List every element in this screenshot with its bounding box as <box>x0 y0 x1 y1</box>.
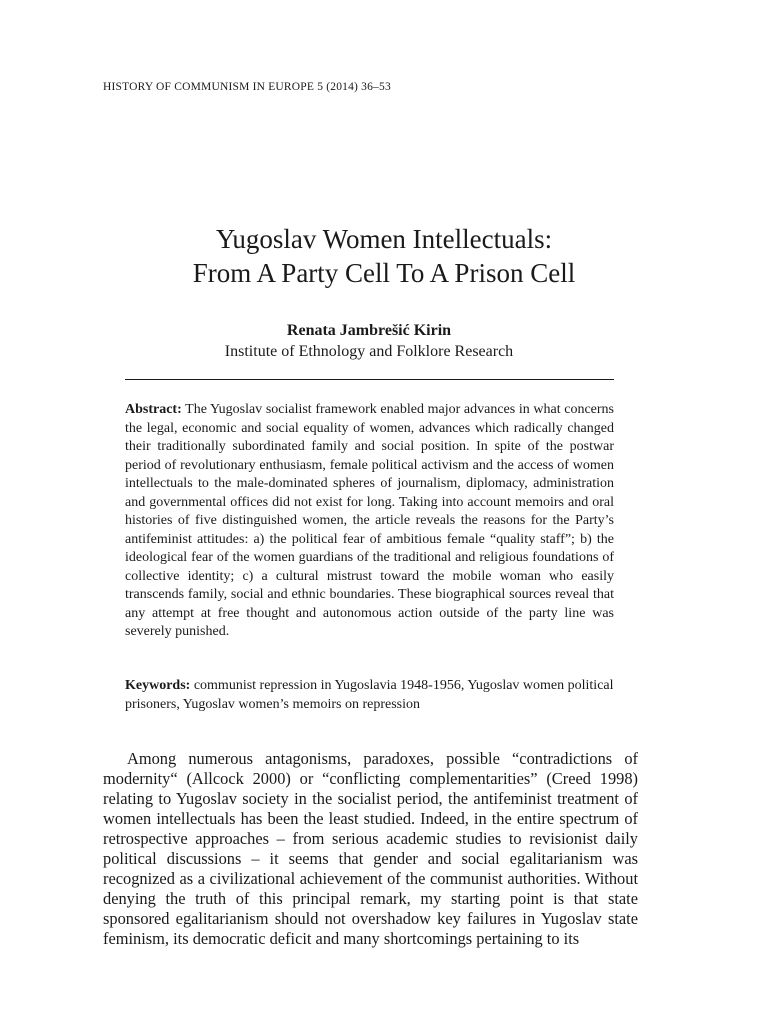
abstract-label: Abstract: <box>125 402 182 417</box>
body-paragraph: Among numerous antagonisms, paradoxes, possible “contradictions of modernity“ (Allcock 2000) or “conflicting complementarities” (Creed 1998) relating to Yugoslav society in the socialist period, the antifeminist treatment of women intellectuals has been the least studied. Indeed, in the entire spectrum of retrospective approaches – from serious academic studies to revisionist daily political discussions – it seems that gender and social egalitarianism was recognized as a civilizational achievement of the communist authorities. Without denying the truth of this principal remark, my starting point is that state sponsored egalitarianism should not overshadow key failures in Yugoslav state feminism, its democratic deficit and many shortcomings pertaining to its <box>103 749 638 948</box>
running-head: HISTORY OF COMMUNISM IN EUROPE 5 (2014) 36–53 <box>103 81 391 93</box>
author-name: Renata Jambrešić Kirin <box>286 322 452 339</box>
article-title-line-1: Yugoslav Women Intellectuals: <box>215 224 553 254</box>
divider-rule <box>125 379 614 380</box>
article-title <box>0 222 768 290</box>
abstract <box>125 401 614 642</box>
keywords-label: Keywords: <box>125 678 191 693</box>
author-affiliation: Institute of Ethnology and Folklore Research <box>224 343 514 360</box>
abstract-text: The Yugoslav socialist framework enabled major advances in what concerns the legal, economic and social equality of women, advances which radically changed their traditionally subordinated family and social position. In spite of the postwar period of revolutionary enthusiasm, female political activism and the access of women intellectuals to the male-dominated spheres of journalism, diplomacy, administration and governmental offices did not exist for long. Taking into account memoirs and oral histories of five distinguished women, the article reveals the reasons for the Party’s antifeminist attitudes: a) the political fear of ambitious female “quality staff”; b) the ideological fear of the women guardians of the traditional and religious foundations of collective identity; c) a cultural mistrust toward the mobile woman who easily transcends family, social and ethnic boundaries. These biographical sources reveal that any attempt at free thought and autonomous action outside of the party line was severely punished. <box>125 402 614 639</box>
keywords-text: communist repression in Yugoslavia 1948-1956, Yugoslav women political prisoners, Yugoslav women’s memoirs on repression <box>125 678 614 712</box>
keywords <box>125 677 614 714</box>
article-title-line-2: From A Party Cell To A Prison Cell <box>192 258 576 288</box>
